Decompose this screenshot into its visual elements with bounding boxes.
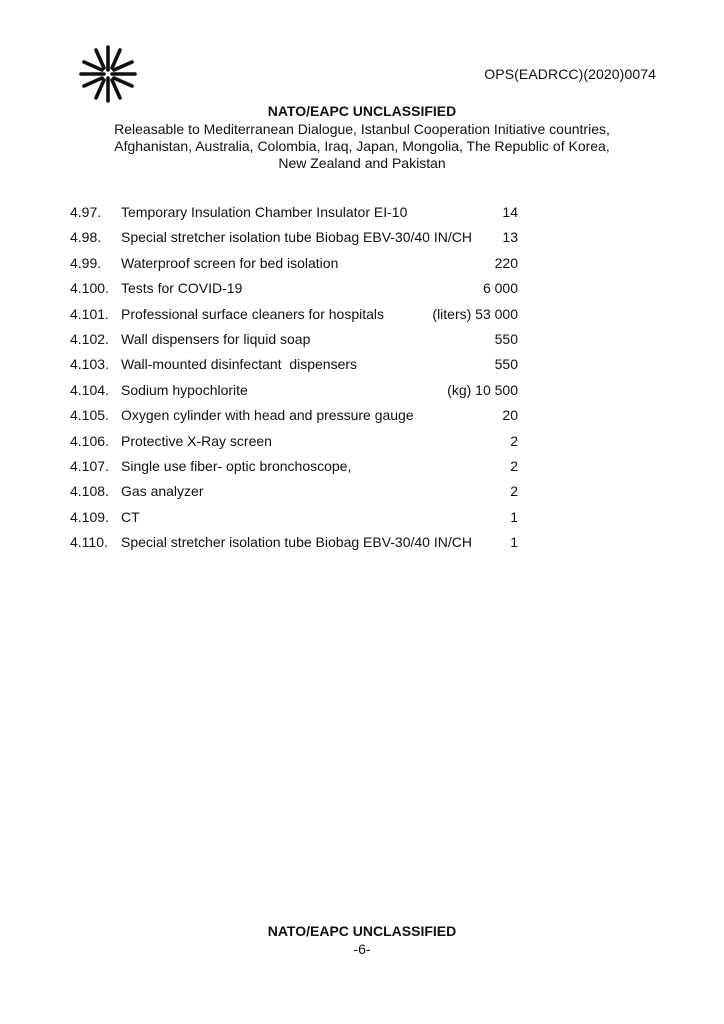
list-item (70, 254, 520, 279)
list-item (70, 355, 520, 380)
item-quantity: 550 (494, 330, 518, 347)
item-description: Tests for COVID-19 (121, 280, 243, 297)
classification-header: NATO/EAPC UNCLASSIFIED (267, 103, 457, 119)
item-quantity: 550 (494, 356, 518, 373)
list-item (70, 305, 520, 330)
nato-compass-star-icon (78, 44, 138, 104)
document-reference: OPS(EADRCC)(2020)0074 (484, 66, 656, 82)
item-description: Oxygen cylinder with head and pressure gauge (121, 407, 414, 424)
item-description: Wall dispensers for liquid soap (121, 330, 311, 347)
item-description: Temporary Insulation Chamber Insulator EI-10 (121, 204, 408, 220)
item-number: 4.101. (70, 305, 109, 322)
item-number: 4.107. (70, 457, 109, 474)
list-item (70, 432, 520, 457)
item-number: 4.110. (70, 534, 108, 551)
list-item (70, 279, 520, 304)
item-quantity: (liters) 53 000 (432, 305, 518, 322)
page-number: -6- (353, 941, 371, 957)
item-description: Protective X-Ray screen (121, 432, 272, 449)
item-quantity: (kg) 10 500 (447, 381, 518, 398)
list-item (70, 330, 520, 355)
items-list (70, 203, 520, 558)
classification-footer: NATO/EAPC UNCLASSIFIED (267, 923, 457, 939)
item-number: 4.105. (70, 407, 109, 424)
list-item (70, 203, 520, 228)
item-quantity: 6 000 (482, 280, 518, 297)
list-item (70, 457, 520, 482)
item-number: 4.109. (70, 508, 109, 525)
item-number: 4.102. (70, 330, 109, 347)
item-number: 4.103. (70, 356, 109, 373)
releasability-line: New Zealand and Pakistan (278, 155, 446, 171)
item-number: 4.108. (70, 483, 109, 500)
item-description: Single use fiber- optic bronchoscope, (121, 457, 352, 474)
list-item (70, 482, 520, 507)
releasability-line: Releasable to Mediterranean Dialogue, Istanbul Cooperation Initiative countries, (114, 121, 610, 137)
item-description: Gas analyzer (121, 483, 204, 500)
list-item (70, 381, 520, 406)
item-number: 4.104. (70, 381, 109, 398)
item-description: CT (121, 508, 140, 525)
item-quantity: 1 (510, 508, 518, 525)
item-description: Waterproof screen for bed isolation (121, 254, 339, 271)
releasability-statement (0, 121, 724, 172)
list-item (70, 406, 520, 431)
list-item (70, 228, 520, 253)
item-quantity: 14 (502, 204, 518, 220)
item-quantity: 2 (510, 432, 518, 449)
item-quantity: 1 (510, 534, 518, 551)
item-quantity: 2 (510, 457, 518, 474)
list-item (70, 533, 520, 558)
item-description: Sodium hypochlorite (121, 381, 248, 398)
item-number: 4.106. (70, 432, 109, 449)
item-description: Wall-mounted disinfectant dispensers (121, 356, 358, 373)
item-quantity: 20 (502, 407, 518, 424)
item-quantity: 2 (510, 483, 518, 500)
item-quantity: 13 (502, 229, 518, 246)
item-number: 4.99. (70, 254, 102, 271)
item-quantity: 220 (494, 254, 518, 271)
item-description: Professional surface cleaners for hospitals (121, 305, 385, 322)
item-number: 4.97. (70, 204, 102, 220)
releasability-line: Afghanistan, Australia, Colombia, Iraq, Japan, Mongolia, The Republic of Korea, (114, 138, 610, 154)
item-description: Special stretcher isolation tube Biobag EBV-30/40 IN/CH (121, 534, 472, 551)
item-number: 4.98. (70, 229, 102, 246)
list-item (70, 508, 520, 533)
item-number: 4.100. (70, 280, 109, 297)
item-description: Special stretcher isolation tube Biobag EBV-30/40 IN/CH (121, 229, 472, 246)
